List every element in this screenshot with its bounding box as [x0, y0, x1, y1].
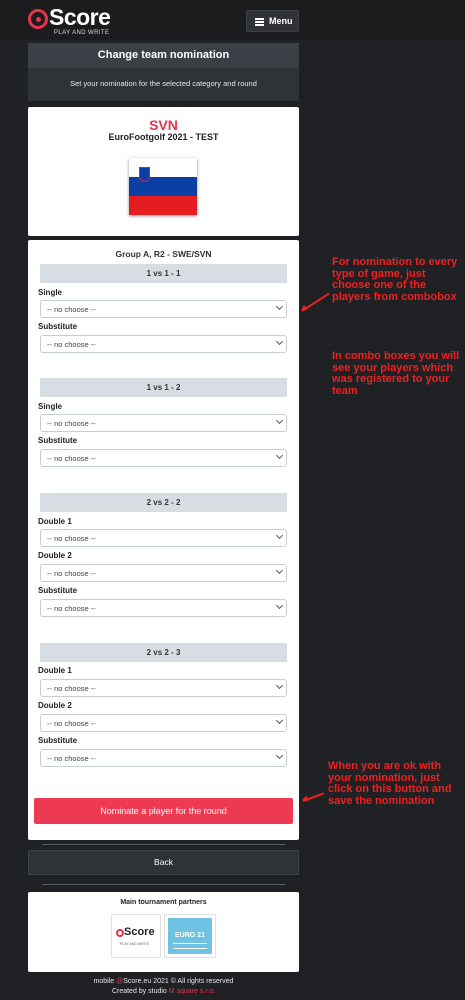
field-label-single: Single: [38, 288, 63, 297]
group-title: Group A, R2 - SWE/SVN: [115, 249, 212, 259]
chevron-down-icon: [276, 602, 283, 609]
select-value: -- no choose --: [47, 719, 96, 728]
footer: [28, 977, 299, 997]
arrow-icon: [302, 293, 330, 312]
divider: [42, 884, 285, 885]
top-bar: [0, 0, 465, 40]
select-value: -- no choose --: [47, 569, 96, 578]
flag-stripe-red: [129, 196, 197, 215]
partners-card: [28, 892, 299, 972]
chevron-down-icon: [276, 532, 283, 539]
substitute-select[interactable]: [40, 599, 287, 617]
round-header: 1 vs 1 - 2: [40, 378, 287, 397]
partner-logo-score[interactable]: [111, 914, 161, 958]
single-select[interactable]: [40, 414, 287, 432]
page-title: Change team nomination: [28, 43, 299, 68]
logo-tagline: PLAY AND WRITE: [54, 30, 110, 36]
select-value: -- no choose --: [47, 305, 96, 314]
annotation-save: When you are ok with your nomination, just click on this button and save the nomination: [328, 760, 452, 807]
team-card: [28, 107, 299, 236]
double-2-select[interactable]: [40, 714, 287, 732]
wave-icon: [173, 943, 207, 949]
annotation-nomination: For nomination to every type of game, just choose one of the players from combobox: [332, 256, 458, 303]
credits-line: [28, 987, 299, 997]
nomination-card: [28, 240, 299, 840]
euro-logo-text: EURO 21: [175, 932, 205, 939]
footer-text: mobile: [93, 978, 117, 985]
copyright-line: [28, 977, 299, 987]
single-select[interactable]: [40, 300, 287, 318]
field-label-substitute: Substitute: [38, 436, 78, 445]
field-label-single: Single: [38, 402, 63, 411]
menu-label: Menu: [269, 16, 293, 26]
flag-shield-icon: [139, 167, 150, 182]
chevron-down-icon: [276, 682, 283, 689]
arrow-icon: [303, 793, 324, 802]
field-label-double-1: Double 1: [38, 666, 72, 675]
chevron-down-icon: [276, 717, 283, 724]
back-button[interactable]: Back: [28, 850, 299, 875]
logo-mark-icon: [28, 9, 48, 29]
footer-text: Created by studio: [111, 988, 169, 995]
brand-mark-icon: @: [116, 978, 124, 985]
field-label-substitute: Substitute: [38, 586, 78, 595]
footer-text: Score.eu 2021 © All rights reserved: [123, 978, 234, 985]
round-header: 1 vs 1 - 1: [40, 264, 287, 283]
round-header: 2 vs 2 - 2: [40, 493, 287, 512]
hamburger-icon: [255, 18, 264, 20]
select-value: -- no choose --: [47, 419, 96, 428]
page-header: [28, 43, 299, 101]
select-value: -- no choose --: [47, 684, 96, 693]
field-label-substitute: Substitute: [38, 736, 78, 745]
partner-logo-text: Score: [124, 926, 155, 938]
divider: [42, 844, 285, 845]
team-code: SVN: [149, 117, 178, 133]
partner-logo-euro[interactable]: [164, 914, 216, 958]
partner-logo-tagline: PLAY AND WRITE: [120, 942, 150, 946]
chevron-down-icon: [276, 752, 283, 759]
chevron-down-icon: [276, 417, 283, 424]
double-1-select[interactable]: [40, 529, 287, 547]
partners-title: Main tournament partners: [120, 899, 207, 906]
euro-logo-icon: [168, 918, 212, 954]
select-value: -- no choose --: [47, 534, 96, 543]
field-label-double-1: Double 1: [38, 517, 72, 526]
substitute-select[interactable]: [40, 449, 287, 467]
round-header: 2 vs 2 - 3: [40, 643, 287, 662]
event-name: EuroFootgolf 2021 - TEST: [108, 132, 219, 142]
field-label-double-2: Double 2: [38, 701, 72, 710]
substitute-select[interactable]: [40, 335, 287, 353]
chevron-down-icon: [276, 303, 283, 310]
chevron-down-icon: [276, 338, 283, 345]
select-value: -- no choose --: [47, 604, 96, 613]
chevron-down-icon: [276, 452, 283, 459]
field-label-double-2: Double 2: [38, 551, 72, 560]
menu-button[interactable]: [246, 10, 299, 32]
field-label-substitute: Substitute: [38, 322, 78, 331]
slovenia-flag-icon: [129, 158, 197, 215]
logo-text: Score: [49, 4, 111, 30]
select-value: -- no choose --: [47, 454, 96, 463]
studio-link[interactable]: M square s.r.o.: [168, 988, 216, 995]
select-value: -- no choose --: [47, 754, 96, 763]
chevron-down-icon: [276, 567, 283, 574]
select-value: -- no choose --: [47, 340, 96, 349]
double-1-select[interactable]: [40, 679, 287, 697]
double-2-select[interactable]: [40, 564, 287, 582]
score-logo-icon: [116, 929, 124, 937]
substitute-select[interactable]: [40, 749, 287, 767]
annotation-comboboxes: In combo boxes you will see your players which was registered to your team: [332, 350, 460, 397]
nominate-button[interactable]: Nominate a player for the round: [34, 798, 293, 824]
page-subtitle: Set your nomination for the selected category and round: [70, 79, 257, 88]
